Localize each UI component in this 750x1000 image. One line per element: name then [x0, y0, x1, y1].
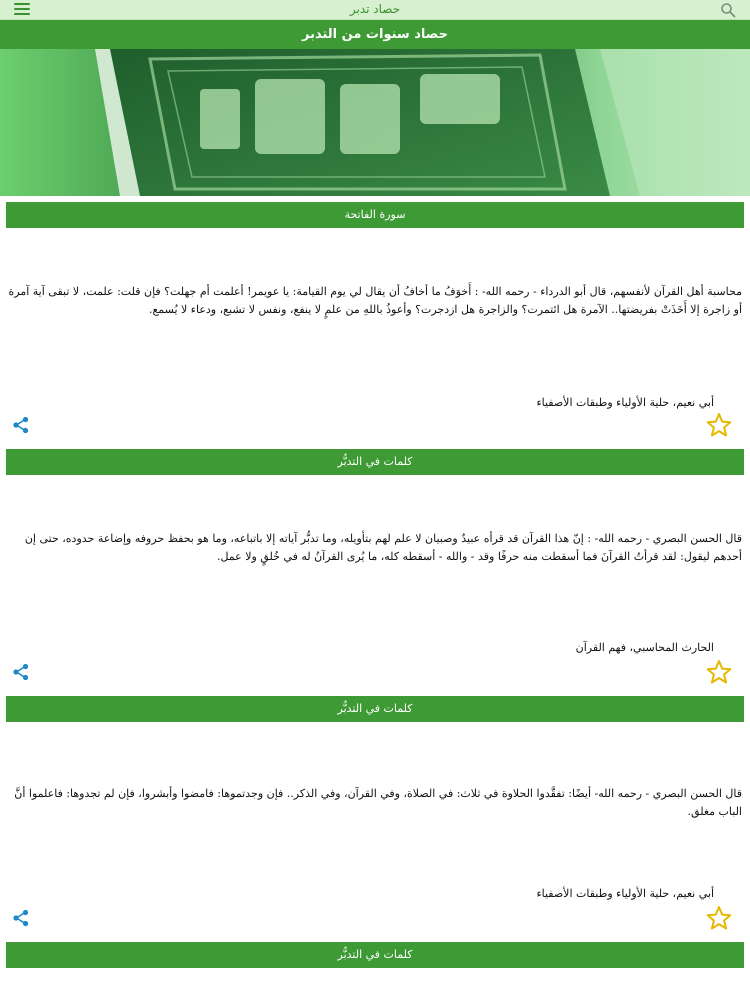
search-icon[interactable]: [720, 2, 736, 18]
card-header: كلمات في التدبُّر: [6, 696, 744, 722]
card-text: قال الحسن البصري - رحمه الله- أيضًا: تفقَّدوا الحلاوة في ثلاث: في الصلاة، وفي القرآن، وفي الذكر.. فإن وجدتموها: فامضوا وأبشروا، فإن لم تجدوها: فاعلموا أنَّ الباب مغلق.: [14, 787, 742, 818]
star-icon[interactable]: [706, 659, 732, 685]
top-app-bar: [0, 0, 750, 20]
card-header: سورة الفاتحة: [6, 202, 744, 228]
card-source: أبي نعيم، حلية الأولياء وطبقات الأصفياء: [536, 887, 714, 900]
star-icon[interactable]: [706, 905, 732, 931]
quran-book-illustration: [0, 49, 750, 196]
share-icon[interactable]: [12, 663, 30, 681]
share-icon[interactable]: [12, 909, 30, 927]
card-text: محاسبة أهل القرآن لأنفسهم، قال أبو الدرداء - رحمه الله- : أَخوَفُ ما أخافُ أن يقال لي يوم القيامة: يا عويمر! أعلمت أم جهلت؟ فإن قلت: علمت، لا تبقى آية آمرة أو زاجرة إلا أَخَذَتْ بفريضتها.. الآمرة هل ائتمرت؟ والزاجرة هل ازدجرت؟ وأعوذُ باللهِ من علمٍ لا ينفع، ونفس لا تشبع، ودعاء لا يُسمع.: [8, 285, 742, 316]
star-icon[interactable]: [706, 412, 732, 438]
hero-image: [0, 49, 750, 196]
card-source: أبي نعيم، حلية الأولياء وطبقات الأصفياء: [536, 396, 714, 409]
banner-title: حصاد سنوات من التدبر: [0, 20, 750, 49]
app-title: حصاد تدبر: [349, 2, 401, 16]
card-source: الحارث المحاسبي، فهم القرآن: [575, 641, 714, 654]
card-header: كلمات في التدبُّر: [6, 942, 744, 968]
share-icon[interactable]: [12, 416, 30, 434]
card-header: كلمات في التدبُّر: [6, 449, 744, 475]
card-text: قال الحسن البصري - رحمه الله- : إنّ هذا القرآن قد قرأه عبيدٌ وصبيان لا علم لهم بتأويله، وما تدبُّر آياته إلا باتباعه، وما هو بحفظ حروفه وإضاعة حدوده، حتى إن أحدهم ليقول: لقد قرأتُ القرآنَ فما أسقطت منه حرفًا وقد - والله - أسقطه كله، ما يُرى القرآنُ له في خُلقٍ ولا عمل.: [24, 532, 742, 563]
